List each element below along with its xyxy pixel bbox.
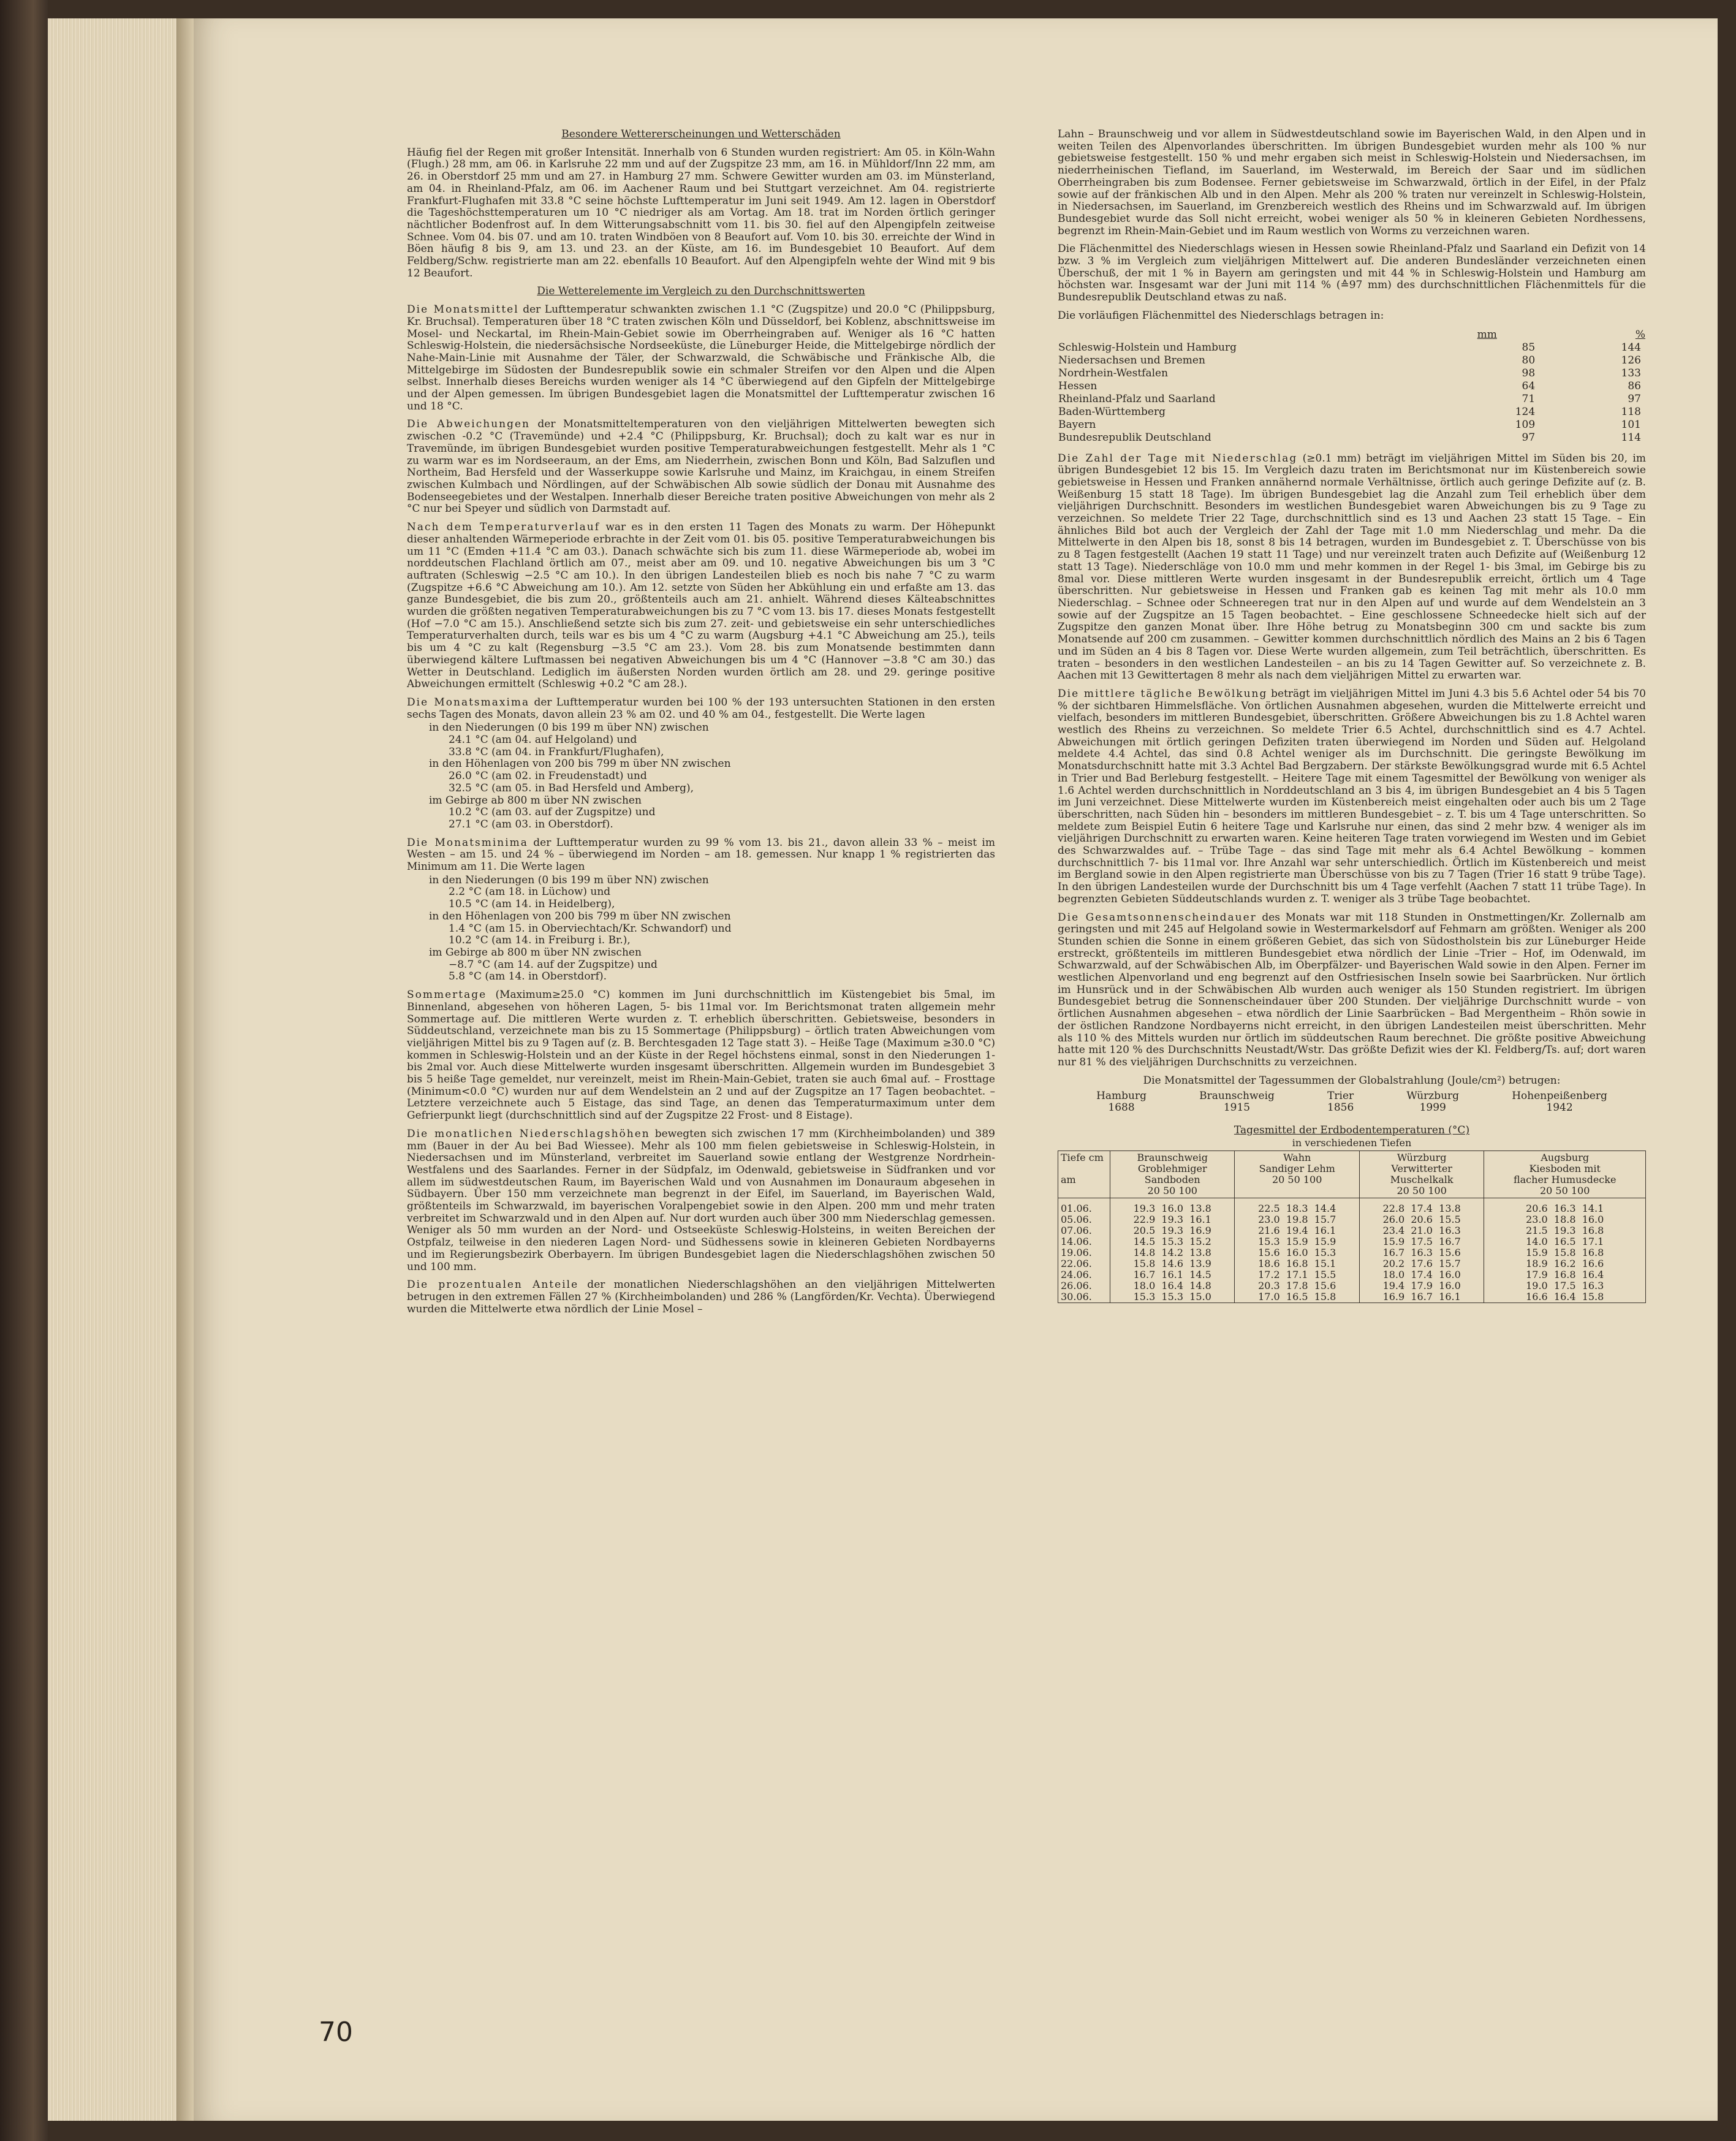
temperature-cell: 15.9 15.8 16.8 <box>1484 1247 1646 1258</box>
header-date-label: am <box>1061 1173 1076 1185</box>
station-header-line: Wahn <box>1283 1151 1311 1163</box>
mm-cell: 71 <box>1522 392 1536 405</box>
region-cell: Baden-Württemberg <box>1058 405 1166 418</box>
date-cell: 01.06. <box>1058 1198 1110 1214</box>
station-name: Trier <box>1327 1090 1354 1103</box>
paragraph <box>407 1279 995 1315</box>
page-number: 70 <box>319 2017 353 2048</box>
mm-cell: 64 <box>1522 379 1536 392</box>
temperature-cell: 23.0 18.8 16.0 <box>1484 1214 1646 1225</box>
radiation-station <box>1327 1090 1354 1114</box>
paragraph-text: der Lufttemperatur wurden zu 99 % vom 13. bis 21., davon allein 33 % – meist im Westen – am 15. und 24 % – überwiegend im Norden – am 18. gemessen. Nur knapp 1 % registrierten das Minimum am 11. Die Werte lagen <box>407 836 995 873</box>
table-row <box>1058 419 1646 432</box>
minima-list <box>407 875 995 983</box>
temperature-cell: 20.6 16.3 14.1 <box>1484 1198 1646 1214</box>
radiation-station <box>1406 1090 1459 1114</box>
temperature-cell: 17.0 16.5 15.8 <box>1235 1291 1359 1303</box>
paragraph-text: war es in den ersten 11 Tagen des Monats zu warm. Der Höhepunkt dieser anhaltenden Wärmeperiode erbrachte in der Zeit vom 01. bis 05. positive Temperaturabweichungen bis um 11 °C (Emden +11.4 °C am 03.). Danach schwächte sich bis zum 11. diese Wärmeperiode ab, wobei im norddeutschen Flachland örtlich am 07., meist aber am 09. und 10. negative Abweichungen bis um 3 °C auftraten (Schleswig −2.5 °C am 10.). In den übrigen Landesteilen blieb es noch bis nahe 7 °C zu warm (Zugspitze +6.6 °C Abweichung am 10.). Am 12. setzte von Süden her Abkühlung ein und erfaßte am 13. das ganze Bundesgebiet, die bis zum 20., größtenteils auch am 21. anhielt. Während dieses Kälteabschnittes wurden die größten negativen Temperaturabweichungen bis zu 7 °C vom 13. bis 17. dieses Monats festgestellt (Hof −7.0 °C am 15.). Anschließend setzte sich bis zum 27. zeit- und gebietsweise ein sehr unterschiedliches Temperaturverhalten durch, teils war es bis um 4 °C zu warm (Augsburg +4.1 °C Abweichung am 25.), teils bis um 4 °C zu kalt (Regensburg −3.5 °C am 23.). Vom 28. bis zum Monatsende bestimmten dann überwiegend kältere Luftmassen bei negativen Abweichungen bis um 4 °C (Hannover −3.8 °C am 30.) das Wetter in Deutschland. Lediglich im äußersten Norden wurden örtlich am 28. und 29. geringe positive Abweichungen ermittelt (Schleswig +0.2 °C am 28.). <box>407 521 996 691</box>
date-cell: 05.06. <box>1058 1214 1110 1225</box>
temperature-cell: 16.7 16.1 14.5 <box>1110 1269 1235 1280</box>
header-region <box>1058 329 1434 341</box>
table-row <box>1058 1214 1646 1225</box>
percent-cell: 97 <box>1628 392 1641 405</box>
temperature-cell: 22.5 18.3 14.4 <box>1235 1198 1359 1214</box>
lead-term: Die Gesamtsonnenscheindauer <box>1058 911 1257 924</box>
lead-term: Nach dem Temperaturverlauf <box>407 521 601 534</box>
table-row <box>1058 367 1646 380</box>
table-row <box>1058 393 1646 406</box>
left-column <box>407 129 995 1321</box>
percent-cell: 118 <box>1621 405 1641 418</box>
paragraph: Die Flächenmittel des Niederschlags wiesen in Hessen sowie Rheinland-Pfalz und Saarland ein Defizit von 14 bzw. 3 % im Vergleich zum vieljährigen Mittelwert auf. Die anderen Bundesländer verzeichneten einen Überschuß, der mit 1 % in Bayern am geringsten und mit 44 % in Schleswig-Holstein und Hamburg am höchsten war. Insgesamt war der Juni mit 114 % (≙97 mm) des durchschnittlichen Flächenmittels für die Bundesrepublik Deutschland etwas zu naß. <box>1058 243 1646 304</box>
paragraph-text: (≥0.1 mm) beträgt im vieljährigen Mittel im Süden bis 20, im übrigen Bundesgebiet 12 bis 15. Im Vergleich dazu traten im Berichtsmonat nur im Küstenbereich sowie gebietsweise in Hessen und Franken annähernd normale Verhältnisse, örtlich auch geringe Defizite auf (z. B. Weißenburg 15 statt 18 Tage). Im übrigen Bundesgebiet lag die Anzahl zum Teil erheblich über dem vieljährigen Durchschnitt. Besonders im westlichen Bundesgebiet waren Abweichungen bis zu 9 Tage zu verzeichnen. So meldete Trier 22 Tage, durchschnittlich sind es 13 und Aachen 23 statt 15 Tage. – Ein ähnliches Bild bot auch der Vergleich der Zahl der Tage mit 1.0 mm Niederschlag und mehr. Da die Mittelwerte in den Alpen bis 18, sonst 8 bis 14 betragen, wurden im Bundesgebiet z. T. Überschüsse von bis zu 8 Tagen festgestellt (Aachen 19 statt 11 Tage) und nur vereinzelt traten auch Defizite auf (Weißenburg 12 statt 13 Tage). Niederschläge von 10.0 mm und mehr kommen in der Regel 1- bis 3mal, im Gebirge bis zu 8mal vor. Diese mittleren Werte wurden insgesamt in der Bundesrepublik erreicht, örtlich um 4 Tage überschritten. Nur gebietsweise in Hessen und Franken gab es keinen Tag mit mehr als 10.0 mm Niederschlag. – Schnee oder Schneeregen trat nur in den Alpen auf und wurde auf dem Wendelstein an 3 sowie auf der Zugspitze an 15 Tagen beobachtet. – Eine geschlossene Schneedecke hielt sich auf der Zugspitze den ganzen Monat über. Ihre Höhe betrug zu Monatsbeginn 300 cm und sackte bis zum Monatsende auf 200 cm zusammen. – Gewitter kommen durchschnittlich nördlich des Mains an 2 bis 6 Tagen und im Süden an 4 bis 8 Tagen vor. Diese Werte wurden allgemein, zum Teil beträchtlich, überschritten. Es traten – besonders in den westlichen Landesteilen – an bis zu 14 Tagen Gewitter auf. So verzeichnete z. B. Aachen mit 13 Gewittertagen 8 mehr als nach dem vieljährigen Mittel zu erwarten war. <box>1058 452 1646 682</box>
paragraph-text: (Maximum≥25.0 °C) kommen im Juni durchschnittlich im Küstengebiet bis 5mal, im Binnenland, abgesehen von höheren Lagen, 5- bis 11mal vor. Im Berichtsmonat traten allgemein mehr Sommertage auf. Die mittleren Werte wurden z. T. erheblich überschritten. Gebietsweise, besonders in Süddeutschland, verzeichnete man bis zu 15 Sommertage (Philippsburg) – örtlich traten Abweichungen vom vieljährigen Mittel bis zu 9 Tagen auf (z. B. Berchtesgaden 12 Tage statt 3). – Heiße Tage (Maximum ≥30.0 °C) kommen in Schleswig-Holstein und an der Küste in der Regel höchstens einmal, sonst in den Niederungen 1- bis 2mal vor. Auch diese Mittelwerte wurden insgesamt überschritten. Allgemein wurden im Bundesgebiet 3 bis 5 heiße Tage gemeldet, nur vereinzelt, meist im Rhein-Main-Gebiet, traten sie auch 6mal auf. – Frosttage (Minimum<0.0 °C) wurden nur auf dem Wendelstein an 2 und auf der Zugspitze an 17 Tagen beobachtet. – Letztere verzeichnete auch 5 Eistage, das sind Tage, an denen das Temperaturmaximum unter dem Gefrierpunkt liegt (durchschnittlich sind auf der Zugspitze 22 Frost- und 8 Eistage). <box>407 989 995 1122</box>
station-value: 1688 <box>1108 1101 1135 1114</box>
temperature-cell: 20.2 17.6 15.7 <box>1359 1258 1484 1269</box>
header-depth-label: Tiefe cm <box>1061 1151 1104 1163</box>
station-header-line: Augsburg <box>1541 1151 1590 1163</box>
paragraph <box>407 304 995 413</box>
temperature-cell: 17.9 16.8 16.4 <box>1484 1269 1646 1280</box>
paragraph-text: der monatlichen Niederschlagshöhen an den vieljährigen Mittelwerten betrugen in den extremen Fällen 27 % (Kirchheimbolanden) und 286 % (Langförden/Kr. Vechta). Überwiegend wurden die Mittelwerte etwa nördlich der Linie Mosel – <box>407 1279 995 1315</box>
temperature-cell: 22.9 19.3 16.1 <box>1110 1214 1235 1225</box>
list-item: in den Höhenlagen von 200 bis 799 m über NN zwischen <box>429 758 731 770</box>
temperature-cell: 23.4 21.0 16.3 <box>1359 1225 1484 1236</box>
table-row <box>1058 1225 1646 1236</box>
station-header-line: Verwitterter <box>1391 1162 1452 1174</box>
list-item: in den Niederungen (0 bis 199 m über NN) zwischen <box>429 721 709 734</box>
date-cell: 26.06. <box>1058 1280 1110 1291</box>
table-row <box>1058 1236 1646 1247</box>
lead-term: Die monatlichen Niederschlagshöhen <box>407 1127 650 1140</box>
temperature-cell: 16.6 16.4 15.8 <box>1484 1291 1646 1303</box>
station-header-line: Würzburg <box>1397 1151 1447 1163</box>
table-row <box>1058 1280 1646 1291</box>
paragraph-text: bewegten sich zwischen 17 mm (Kirchheimbolanden) und 389 mm (Bauer in der Au bei Bad Wiessee). Mehr als 100 mm fielen gebietsweise in Schleswig-Holstein, in Niedersachsen und im Münsterland, verbreitet im Sauerland sowie entlang der Westgrenze Nordrhein-Westfalens und des Saarlandes. Ferner in der Südpfalz, im Odenwald, gebietsweise in Südfranken und vor allem im südwestdeutschen Raum, im Bayerischen Wald und von Ausnahmen im Donauraum abgesehen in Südbayern. Über 150 mm verzeichnete man begrenzt in der Eifel, im Sauerland, im Bayerischen Wald, größtenteils im Schwarzwald, im bayerischen Voralpengebiet sowie in den Alpen. 200 mm und mehr traten verbreitet im Schwarzwald und in den Alpen auf. Nur dort wurden auch über 300 mm Niederschlag gemessen. Weniger als 50 mm wurden an der Nord- und Ostseeküste Schleswig-Holsteins, in weiten Bereichen der Ostpfalz, teilweise in den niederen Lagen Nord- und Südhessens sowie in kleineren Gebieten Nordbayerns und im Regierungsbezirk Oberbayern. Im übrigen Bundesgebiet lagen die Niederschlagshöhen zwischen 50 und 100 mm. <box>407 1127 995 1273</box>
station-header-line: Sandboden <box>1144 1173 1200 1185</box>
temperature-cell: 23.0 19.8 15.7 <box>1235 1214 1359 1225</box>
right-column <box>1058 129 1646 1303</box>
header-mm: mm <box>1477 328 1497 341</box>
paragraph <box>1058 688 1646 906</box>
station-name: Braunschweig <box>1199 1090 1275 1103</box>
temperature-cell: 20.5 19.3 16.9 <box>1110 1225 1235 1236</box>
percent-cell: 101 <box>1621 418 1641 431</box>
paragraph <box>1058 912 1646 1069</box>
percent-cell: 114 <box>1621 431 1641 444</box>
station-header-line: Braunschweig <box>1137 1151 1208 1163</box>
paragraph <box>407 522 995 691</box>
soil-table-body <box>1058 1198 1646 1302</box>
background-edge <box>1718 0 1736 2141</box>
paragraph-text: beträgt im vieljährigen Mittel im Juni 4.3 bis 5.6 Achtel oder 54 bis 70 % der sichtbaren Himmelsfläche. Von örtlichen Ausnahmen abgesehen, wurden die Mittelwerte erreicht und vielfach, besonders im mittleren Bundesgebiet, überschritten. Größere Abweichungen bis zu 1.8 Achtel waren westlich des Rheins zu verzeichnen. So meldete Trier 6.5 Achtel, durchschnittlich sind es 4.7 Achtel. Abweichungen mit örtlich geringen Defiziten traten überwiegend im Norden und Süden auf. Helgoland meldete 4.4 Achtel, das sind 0.8 Achtel weniger als im Durchschnitt. Die geringste Bewölkung im Monatsdurchschnitt hatte mit 3.3 Achtel Bad Bergzabern. Der stärkste Bewölkungsgrad wurde mit 6.5 Achtel in Trier und Bad Berleburg festgestellt. – Heitere Tage mit einem Tagesmittel der Bewölkung von weniger als 1.6 Achtel werden durchschnittlich in Norddeutschland an 3 bis 4, im übrigen Bundesgebiet an 4 bis 5 Tagen im Juni verzeichnet. Diese Mittelwerte wurden im Küstenbereich meist eingehalten oder auch bis um 2 Tage überschritten, nach Süden hin – besonders im mittleren Bundesgebiet – z. T. bis um 4 Tage unterschritten. So meldete zum Beispiel Eutin 6 heitere Tage und Karlsruhe nur einen, das sind 2 mehr bzw. 4 weniger als im vieljährigen Durchschnitt zu erwarten waren. Keine heiteren Tage traten vorwiegend im Westen und im Gebiet des Schwarzwaldes auf. – Trübe Tage – das sind Tage mit mehr als 6.4 Achtel Bewölkung – kommen durchschnittlich 7- bis 11mal vor. Ihre Anzahl war sehr unterschiedlich. Örtlich im Küstenbereich und meist im Bergland sowie in den Alpen registrierte man Überschüsse von bis zu 7 Tagen (Trier 16 statt 9 trübe Tage). In den übrigen Landesteilen wurde der Durchschnitt bis um 4 Tage verfehlt (Aachen 7 statt 11 trübe Tage). In begrenzten Gebieten Süddeutschlands wurden z. T. weniger als 3 trübe Tage beobachtet. <box>1058 687 1646 905</box>
table-header-row <box>1058 1150 1646 1198</box>
region-cell: Bundesrepublik Deutschland <box>1058 431 1211 444</box>
region-cell: Hessen <box>1058 379 1097 392</box>
station-header-line: flacher Humusdecke <box>1513 1173 1617 1185</box>
book-gutter <box>176 18 194 2121</box>
book-cover-edge <box>0 0 48 2141</box>
temperature-cell: 18.6 16.8 15.1 <box>1235 1258 1359 1269</box>
station-header-line: Sandiger Lehm <box>1259 1162 1335 1174</box>
lead-term: Die Monatsminima <box>407 836 528 849</box>
temperature-cell: 18.0 16.4 14.8 <box>1110 1280 1235 1291</box>
region-cell: Rheinland-Pfalz und Saarland <box>1058 392 1216 405</box>
list-item: 27.1 °C (am 03. in Oberstdorf). <box>449 818 613 831</box>
station-header-line: Muschelkalk <box>1390 1173 1454 1185</box>
temperature-cell: 14.8 14.2 13.8 <box>1110 1247 1235 1258</box>
list-item: 5.8 °C (am 14. in Oberstdorf). <box>449 970 607 983</box>
temperature-cell: 15.8 14.6 13.9 <box>1110 1258 1235 1269</box>
radiation-station <box>1096 1090 1147 1114</box>
date-cell: 07.06. <box>1058 1225 1110 1236</box>
precipitation-table <box>1058 329 1646 444</box>
station-header <box>1110 1150 1235 1198</box>
temperature-cell: 15.3 15.9 15.9 <box>1235 1236 1359 1247</box>
mm-cell: 124 <box>1515 405 1536 418</box>
station-header <box>1359 1150 1484 1198</box>
precipitation-table-body <box>1058 341 1646 444</box>
table-header-row <box>1058 329 1646 341</box>
list-item: 2.2 °C (am 18. in Lüchow) und <box>449 886 611 899</box>
paragraph-text: der Monatsmitteltemperaturen von den vieljährigen Mittelwerten bewegten sich zwischen -0.2 °C (Travemünde) und +2.4 °C (Philippsburg, Kr. Bruchsal); doch zu kalt war es nur in Travemünde, im übrigen Bundesgebiet wurden positive Temperaturabweichungen festgestellt. Mehr als 1 °C zu warm war es im Nordseeraum, an der Ems, am Niederrhein, zwischen Bonn und Köln, Bad Salzuflen und Northeim, Bad Hersfeld und der Wasserkuppe sowie Karlsruhe und Mainz, im Kraichgau, in einem Streifen zwischen Kulmbach und Nördlingen, auf der Schwäbischen Alb sowie südlich der Donau mit Ausnahme des Bodenseegebietes und der Westalpen. Innerhalb dieser Bereiche traten positive Abweichungen von mehr als 2 °C nur bei Speyer und südlich von Darmstadt auf. <box>407 418 996 515</box>
paragraph <box>407 419 995 515</box>
header-corner <box>1058 1150 1110 1198</box>
percent-cell: 144 <box>1621 341 1641 354</box>
temperature-cell: 21.5 19.3 16.8 <box>1484 1225 1646 1236</box>
list-item: im Gebirge ab 800 m über NN zwischen <box>429 794 642 807</box>
list-item: 32.5 °C (am 05. in Bad Hersfeld und Amberg), <box>449 781 694 794</box>
station-header <box>1235 1150 1359 1198</box>
station-header-line: 20 50 100 <box>1147 1184 1197 1196</box>
lead-term: Die Zahl der Tage mit Niederschlag <box>1058 452 1298 465</box>
temperature-cell: 18.0 17.4 16.0 <box>1359 1269 1484 1280</box>
radiation-title: Die Monatsmittel der Tagessummen der Globalstrahlung (Joule/cm²) betrugen: <box>1143 1074 1561 1087</box>
temperature-cell: 26.0 20.6 15.5 <box>1359 1214 1484 1225</box>
date-cell: 30.06. <box>1058 1291 1110 1303</box>
temperature-cell: 20.3 17.8 15.6 <box>1235 1280 1359 1291</box>
list-item: 33.8 °C (am 04. in Frankfurt/Flughafen), <box>449 745 664 758</box>
paragraph <box>407 697 995 721</box>
lead-term: Die prozentualen Anteile <box>407 1279 579 1291</box>
percent-cell: 86 <box>1628 379 1641 392</box>
region-cell: Niedersachsen und Bremen <box>1058 354 1205 367</box>
page-stack <box>48 18 176 2121</box>
list-item: 24.1 °C (am 04. auf Helgoland) und <box>449 734 637 747</box>
date-cell: 24.06. <box>1058 1269 1110 1280</box>
station-header-line: 20 50 100 <box>1397 1184 1447 1196</box>
soil-table-subtitle: in verschiedenen Tiefen <box>1292 1137 1412 1149</box>
paragraph <box>407 837 995 873</box>
table-row <box>1058 1291 1646 1303</box>
table-row <box>1058 1269 1646 1280</box>
table-row <box>1058 380 1646 393</box>
station-value: 1942 <box>1546 1101 1573 1114</box>
station-header-line: 20 50 100 <box>1272 1173 1322 1185</box>
mm-cell: 97 <box>1522 431 1536 444</box>
list-item: 10.5 °C (am 14. in Heidelberg), <box>449 898 615 911</box>
table-row <box>1058 1258 1646 1269</box>
temperature-cell: 19.0 17.5 16.3 <box>1484 1280 1646 1291</box>
paragraph: Häufig fiel der Regen mit großer Intensität. Innerhalb von 6 Stunden wurden registriert: Am 05. in Köln-Wahn (Flugh.) 28 mm, am 06. in Karlsruhe 22 mm und auf der Zugspitze 23 mm, am 16. in Mühldorf/Inn 22 mm, am 26. in Oberstdorf 25 mm und am 27. in Hamburg 27 mm. Schwere Gewitter wurden am 03. im Münsterland, am 04. in Rheinland-Pfalz, am 06. im Aachener Raum und bei Stuttgart verzeichnet. Am 04. registrierte Frankfurt-Flughafen mit 33.8 °C seine höchste Lufttemperatur im Juni seit 1949. Am 12. lagen in Oberstdorf die Tageshöchsttemperaturen um 10 °C niedriger als am Vortag. Am 18. trat im Norden örtlich geringer nächtlicher Bodenfrost auf. In dem Witterungsabschnitt vom 11. bis 30. fiel auf den Alpengipfeln zeitweise Schnee. Vom 04. bis 07. und am 10. traten Windböen von 8 Beaufort auf. Vom 10. bis 30. erreichte der Wind in Böen häufig 8 bis 9, am 13. und 23. an der Küste, am 16. im Bundesgebiet 10 Beaufort. Auf dem Feldberg/Schw. registrierte man am 22. ebenfalls 10 Beaufort. Auf den Alpengipfeln wehte der Wind mit 9 bis 12 Beaufort. <box>407 146 995 280</box>
region-cell: Nordrhein-Westfalen <box>1058 367 1169 379</box>
temperature-cell: 14.0 16.5 17.1 <box>1484 1236 1646 1247</box>
section-heading: Besondere Wettererscheinungen und Wetterschäden <box>561 128 841 140</box>
table-row <box>1058 341 1646 354</box>
lead-term: Die mittlere tägliche Bewölkung <box>1058 687 1268 700</box>
temperature-cell: 15.3 15.3 15.0 <box>1110 1291 1235 1303</box>
header-percent: % <box>1635 328 1645 341</box>
percent-cell: 126 <box>1621 354 1641 367</box>
radiation-station <box>1512 1090 1607 1114</box>
paragraph <box>407 1128 995 1273</box>
temperature-cell: 15.9 17.5 16.7 <box>1359 1236 1484 1247</box>
mm-cell: 80 <box>1522 354 1536 367</box>
station-name: Hamburg <box>1096 1090 1147 1103</box>
paragraph: Die vorläufigen Flächenmittel des Niederschlags betragen in: <box>1058 309 1384 322</box>
table-row <box>1058 432 1646 444</box>
section-heading: Die Wetterelemente im Vergleich zu den Durchschnittswerten <box>537 285 865 298</box>
station-header-line: Groblehmiger <box>1137 1162 1207 1174</box>
maxima-list <box>407 722 995 831</box>
list-item: 1.4 °C (am 15. in Oberviechtach/Kr. Schwandorf) und <box>449 922 732 935</box>
station-header <box>1484 1150 1646 1198</box>
percent-cell: 133 <box>1621 367 1641 379</box>
list-item: im Gebirge ab 800 m über NN zwischen <box>429 946 642 959</box>
lead-term: Sommertage <box>407 989 487 1002</box>
table-row <box>1058 406 1646 419</box>
mm-cell: 98 <box>1522 367 1536 379</box>
temperature-cell: 14.5 15.3 15.2 <box>1110 1236 1235 1247</box>
region-cell: Bayern <box>1058 418 1096 431</box>
paragraph-text: der Lufttemperatur schwankten zwischen 1.1 °C (Zugspitze) und 20.0 °C (Philippsburg, Kr. Bruchsal). Temperaturen über 18 °C traten zwischen Köln und Düsseldorf, bei Koblenz, abschnittsweise im Mosel- und Neckartal, im Rhein-Main-Gebiet sowie im Oberrheingraben auf. Weniger als 16 °C hatten Schleswig-Holstein, die niedersächsische Nordseeküste, die Lüneburger Heide, die Mittelgebirge nördlich der Nahe-Main-Linie mit Ausnahme der Täler, der Schwarzwald, die Schwäbische und Fränkische Alb, die Mittelgebirge im Südosten der Bundesrepublik sowie ein schmaler Streifen vor den Alpen und die Alpen selbst. Innerhalb dieses Bereichs wurden weniger als 14 °C überwiegend auf den Gipfeln der Mittelgebirge und der Alpen gemessen. Im übrigen Bundesgebiet lagen die Monatsmittel der Lufttemperatur zwischen 16 und 18 °C. <box>407 303 995 413</box>
date-cell: 22.06. <box>1058 1258 1110 1269</box>
date-cell: 14.06. <box>1058 1236 1110 1247</box>
soil-temperature-table <box>1058 1150 1646 1303</box>
region-cell: Schleswig-Holstein und Hamburg <box>1058 341 1237 354</box>
station-value: 1856 <box>1327 1101 1354 1114</box>
temperature-cell: 22.8 17.4 13.8 <box>1359 1198 1484 1214</box>
lead-term: Die Monatsmittel <box>407 303 519 316</box>
station-value: 1999 <box>1419 1101 1446 1114</box>
lead-term: Die Monatsmaxima <box>407 696 530 709</box>
list-item: 10.2 °C (am 03. auf der Zugspitze) und <box>449 806 656 819</box>
list-item: 26.0 °C (am 02. in Freudenstadt) und <box>449 770 647 783</box>
station-header-line: 20 50 100 <box>1539 1184 1590 1196</box>
paragraph-text: des Monats war mit 118 Stunden in Onstmettingen/Kr. Zollernalb am geringsten und mit 245 auf Helgoland sowie in Westermarkelsdorf auf Fehmarn am größten. Weniger als 200 Stunden schien die Sonne in einem größeren Gebiet, das sich von Südostholstein bis zur Lüneburger Heide erstreckt, größtenteils im mittleren Bundesgebiet etwa nördlich der Linie –Trier – Hof, im Odenwald, im Schwarzwald, auf der Schwäbischen Alb, im Oberpfälzer- und Bayerischen Wald sowie in den Alpen. Ferner im westlichen Alpenvorland und eng begrenzt auf den Ostfriesischen Inseln sowie bei Saarbrücken. Nur örtlich im Hunsrück und in der Schwäbischen Alb wurden auch weniger als 150 Stunden registriert. Im übrigen Bundesgebiet betrug die Sonnenscheindauer über 200 Stunden. Der vieljährige Durchschnitt wurde – von örtlichen Ausnahmen abgesehen – etwa nördlich der Linie Saarbrücken – Bad Mergentheim – Rhön sowie in der östlichen Randzone Nordbayerns nicht erreicht, in den übrigen Landesteilen meist überschritten. Mehr als 110 % des Mittels wurden nur örtlich im süddeutschen Raum berechnet. Die größte positive Abweichung hatte mit 120 % des Durchschnitts Neustadt/Wstr. Das größte Defizit wies der Kl. Feldberg/Ts. auf; dort waren nur 81 % des vieljährigen Durchschnitts zu verzeichnen. <box>1058 911 1646 1068</box>
temperature-cell: 18.9 16.2 16.6 <box>1484 1258 1646 1269</box>
station-value: 1915 <box>1223 1101 1251 1114</box>
temperature-cell: 19.4 17.9 16.0 <box>1359 1280 1484 1291</box>
temperature-cell: 16.9 16.7 16.1 <box>1359 1291 1484 1303</box>
list-item: in den Niederungen (0 bis 199 m über NN) zwischen <box>429 873 709 886</box>
lead-term: Die Abweichungen <box>407 418 531 431</box>
temperature-cell: 15.6 16.0 15.3 <box>1235 1247 1359 1258</box>
table-row <box>1058 1198 1646 1214</box>
table-row <box>1058 354 1646 367</box>
paragraph-text: der Lufttemperatur wurden bei 100 % der 193 untersuchten Stationen in den ersten sechs Tagen des Monats, davon allein 23 % am 02. und 40 % am 04., festgestellt. Die Werte lagen <box>407 696 995 721</box>
station-name: Würzburg <box>1406 1090 1460 1103</box>
temperature-cell: 21.6 19.4 16.1 <box>1235 1225 1359 1236</box>
list-item: 10.2 °C (am 14. in Freiburg i. Br.), <box>449 934 631 947</box>
list-item: in den Höhenlagen von 200 bis 799 m über NN zwischen <box>429 910 731 922</box>
mm-cell: 85 <box>1522 341 1536 354</box>
soil-table-title: Tagesmittel der Erdbodentemperaturen (°C) <box>1234 1124 1470 1137</box>
paragraph: Lahn – Braunschweig und vor allem in Südwestdeutschland sowie im Bayerischen Wald, in den Alpen und in weiten Teilen des Alpenvorlandes überschritten. Im übrigen Bundesgebiet wurden mehr als 100 % nur gebietsweise festgestellt. 150 % und mehr ergaben sich meist in Schleswig-Holstein und Niedersachsen, im niederrheinischen Tiefland, im Sauerland, im Westerwald, im Bereich der Saar und im südlichen Oberrheingraben bis zum Bodensee. Ferner gebietsweise im Schwarzwald, örtlich in der Eifel, in der Pfalz sowie auf der fränkischen Alb und in den Alpen. Mehr als 200 % traten nur vereinzelt in Schleswig-Holstein, in Niedersachsen, im Sauerland, im Grenzbereich westlich des Rheins und im Schwarzwald auf. Im übrigen Bundesgebiet wurde das Soll nicht erreicht, wobei weniger als 50 % in kleineren Gebieten Nordhessens, begrenzt im Rhein-Main-Gebiet und im Raum westlich von Worms zu verzeichnen waren. <box>1058 128 1646 237</box>
temperature-cell: 17.2 17.1 15.5 <box>1235 1269 1359 1280</box>
station-name: Hohenpeißenberg <box>1512 1090 1607 1103</box>
date-cell: 19.06. <box>1058 1247 1110 1258</box>
radiation-values <box>1070 1090 1634 1114</box>
radiation-station <box>1199 1090 1275 1114</box>
table-row <box>1058 1247 1646 1258</box>
paragraph <box>407 989 995 1122</box>
list-item: −8.7 °C (am 14. auf der Zugspitze) und <box>449 958 658 971</box>
station-header-line: Kiesboden mit <box>1529 1162 1601 1174</box>
mm-cell: 109 <box>1515 418 1536 431</box>
paragraph <box>1058 453 1646 682</box>
temperature-cell: 16.7 16.3 15.6 <box>1359 1247 1484 1258</box>
temperature-cell: 19.3 16.0 13.8 <box>1110 1198 1235 1214</box>
